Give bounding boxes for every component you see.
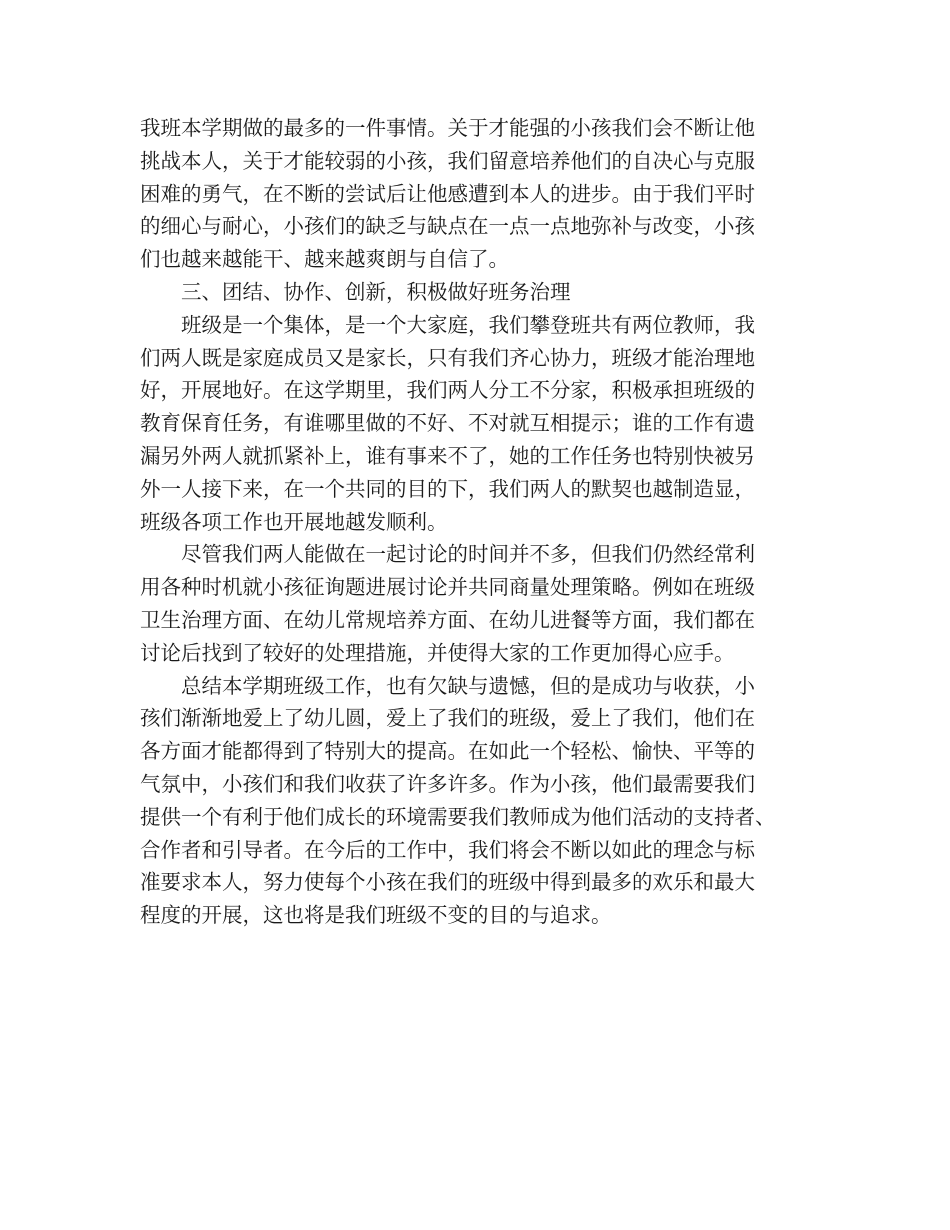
text-line: 准要求本人，努力使每个小孩在我们的班级中得到最多的欢乐和最大 <box>140 870 755 895</box>
text-line: 外一人接下来，在一个共同的目的下，我们两人的默契也越制造显， <box>140 476 755 501</box>
text-line: 提供一个有利于他们成长的环境需要我们教师成为他们活动的支持者、 <box>140 804 776 829</box>
text-line: 教育保育任务，有谁哪里做的不好、不对就互相提示；谁的工作有遗 <box>140 411 755 436</box>
document-body <box>140 112 830 932</box>
text-line: 们两人既是家庭成员又是家长，只有我们齐心协力，班级才能治理地 <box>140 345 755 370</box>
text-line: 讨论后找到了较好的处理措施，并使得大家的工作更加得心应手。 <box>140 640 735 665</box>
text-line: 用各种时机就小孩征询题进展讨论并共同商量处理策略。例如在班级 <box>140 575 755 600</box>
paragraph-start-line: 班级是一个集体，是一个大家庭，我们攀登班共有两位教师，我 <box>181 312 755 337</box>
text-line: 孩们渐渐地爱上了幼儿圆，爱上了我们的班级，爱上了我们，他们在 <box>140 706 755 731</box>
text-line: 们也越来越能干、越来越爽朗与自信了。 <box>140 247 509 272</box>
text-line: 好，开展地好。在这学期里，我们两人分工不分家，积极承担班级的 <box>140 378 755 403</box>
text-line: 班级各项工作也开展地越发顺利。 <box>140 509 448 534</box>
text-line: 困难的勇气，在不断的尝试后让他感遭到本人的进步。由于我们平时 <box>140 181 755 206</box>
text-line: 各方面才能都得到了特别大的提高。在如此一个轻松、愉快、平等的 <box>140 739 755 764</box>
text-line: 合作者和引导者。在今后的工作中，我们将会不断以如此的理念与标 <box>140 837 755 862</box>
paragraph-start-line: 总结本学期班级工作，也有欠缺与遗憾，但的是成功与收获，小 <box>181 673 755 698</box>
text-line: 漏另外两人就抓紧补上，谁有事来不了，她的工作任务也特别快被另 <box>140 443 755 468</box>
text-line: 的细心与耐心，小孩们的缺乏与缺点在一点一点地弥补与改变，小孩 <box>140 214 755 239</box>
paragraph-start-line: 尽管我们两人能做在一起讨论的时间并不多，但我们仍然经常利 <box>181 542 755 567</box>
text-line: 我班本学期做的最多的一件事情。关于才能强的小孩我们会不断让他 <box>140 116 755 140</box>
text-line: 卫生治理方面、在幼儿常规培养方面、在幼儿进餐等方面，我们都在 <box>140 607 755 632</box>
text-line: 程度的开展，这也将是我们班级不变的目的与追求。 <box>140 903 612 928</box>
text-line: 挑战本人，关于才能较弱的小孩，我们留意培养他们的自决心与克服 <box>140 148 755 173</box>
section-heading: 三、团结、协作、创新，积极做好班务治理 <box>181 279 571 304</box>
text-line: 气氛中，小孩们和我们收获了许多许多。作为小孩，他们最需要我们 <box>140 771 755 796</box>
